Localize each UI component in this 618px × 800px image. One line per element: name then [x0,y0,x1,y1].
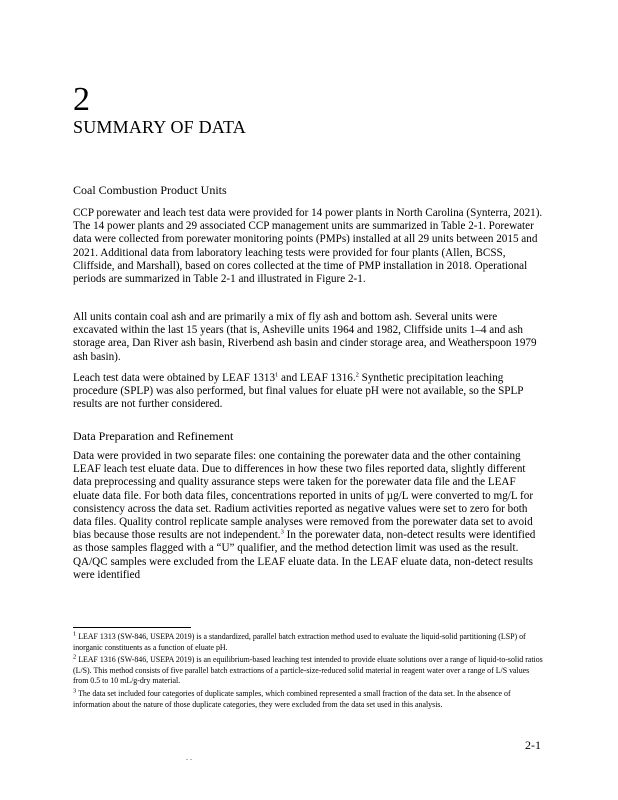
paragraph-ccp-data: CCP porewater and leach test data were provided for 14 power plants in North Carolina (Synterra, 2021). The 14 power plants and 29 associated CCP management units are summarized in Table 2-1. Porewater data were collected from porewater monitoring points (PMPs) installed at all 29 units between 2015 and 2021. Additional data from laboratory leaching tests were provided for four plants (Allen, BCSS, Cliffside, and Marshall), based on cores collected at the time of PMP installation in 2018. Operational periods are summarized in Table 2-1 and illustrated in Figure 2-1. [73,207,543,286]
footnote-separator [73,627,191,628]
section-heading-ccp-units: Coal Combustion Product Units [73,183,227,197]
paragraph-data-prep [73,450,543,582]
leach-text-1: Leach test data were obtained by LEAF 1313 [73,372,276,384]
footnote-2 [73,655,543,687]
footnote-3-text: The data set included four categories of duplicate samples, which combined represented a small fraction of the data set. In the absence of information about the nature of those duplicate categories, they were excluded from the data set used in this analysis. [73,689,511,709]
chapter-number: 2 [73,81,90,118]
footnote-3-mark: 3 [73,687,77,695]
leach-text-2: and LEAF 1316. [278,372,356,384]
footnote-ref-3[interactable]: 3 [280,528,284,536]
leach-text-3: Synthetic precipitation leaching procedure (SPLP) was also performed, but final values for eluate pH were not available, so the SPLP results are not further considered. [73,372,524,411]
footnote-1-mark: 1 [73,630,77,638]
footnote-ref-2[interactable]: 2 [355,371,359,379]
page-number: 2-1 [525,738,541,752]
paragraph-unit-contents: All units contain coal ash and are primarily a mix of fly ash and bottom ash. Several units were excavated within the last 15 years (that is, Asheville units 1964 and 1982, Cliffside units 1–4 and ash storage area, Dan River ash basin, Riverbend ash basin and cinder storage area, and Weatherspoon 1979 ash basin). [73,311,537,363]
footnote-2-text: LEAF 1316 (SW-846, USEPA 2019) is an equilibrium-based leaching test intended to provide eluate solutions over a range of liquid-to-solid ratios (L/S). This method consists of five parallel batch extractions of a particle-size-reduced solid material in reagent water over a range of L/S values from 0.5 to 10 mL/g-dry material. [73,655,543,686]
footnote-3 [73,689,543,710]
footnote-2-mark: 2 [73,653,77,661]
data-prep-text-2: In the porewater data, non-detect results were identified as those samples flagged with a “U” qualifier, and the method detection limit was used as the result. QA/QC samples were excluded from the LEAF eluate data. In the LEAF eluate data, non-detect results were identified [73,529,536,581]
footnote-1-text: LEAF 1313 (SW-846, USEPA 2019) is a standardized, parallel batch extraction method used to evaluate the liquid-solid partitioning (LSP) of inorganic constituents as a function of eluate pH. [73,632,526,652]
chapter-title: SUMMARY OF DATA [73,117,246,137]
paragraph-leach-tests [73,372,543,412]
footnote-ref-1[interactable]: 1 [275,371,279,379]
footnote-1 [73,632,543,653]
data-prep-text-1: Data were provided in two separate files: one containing the porewater data and the other containing LEAF leach test eluate data. Due to differences in how these two files reported data, slightly different data preprocessing and quality assurance steps were taken for the porewater data file and the LEAF eluate data file. For both data files, concentrations reported in units of µg/L were converted to mg/L for consistency across the data set. Radium activities reported as negative values were set to zero for both data files. Quality control replicate sample analyses were removed from the porewater data set to avoid bias because those results are not independent. [73,450,534,542]
footer-marks: . . [186,753,192,762]
section-heading-data-prep: Data Preparation and Refinement [73,429,234,443]
